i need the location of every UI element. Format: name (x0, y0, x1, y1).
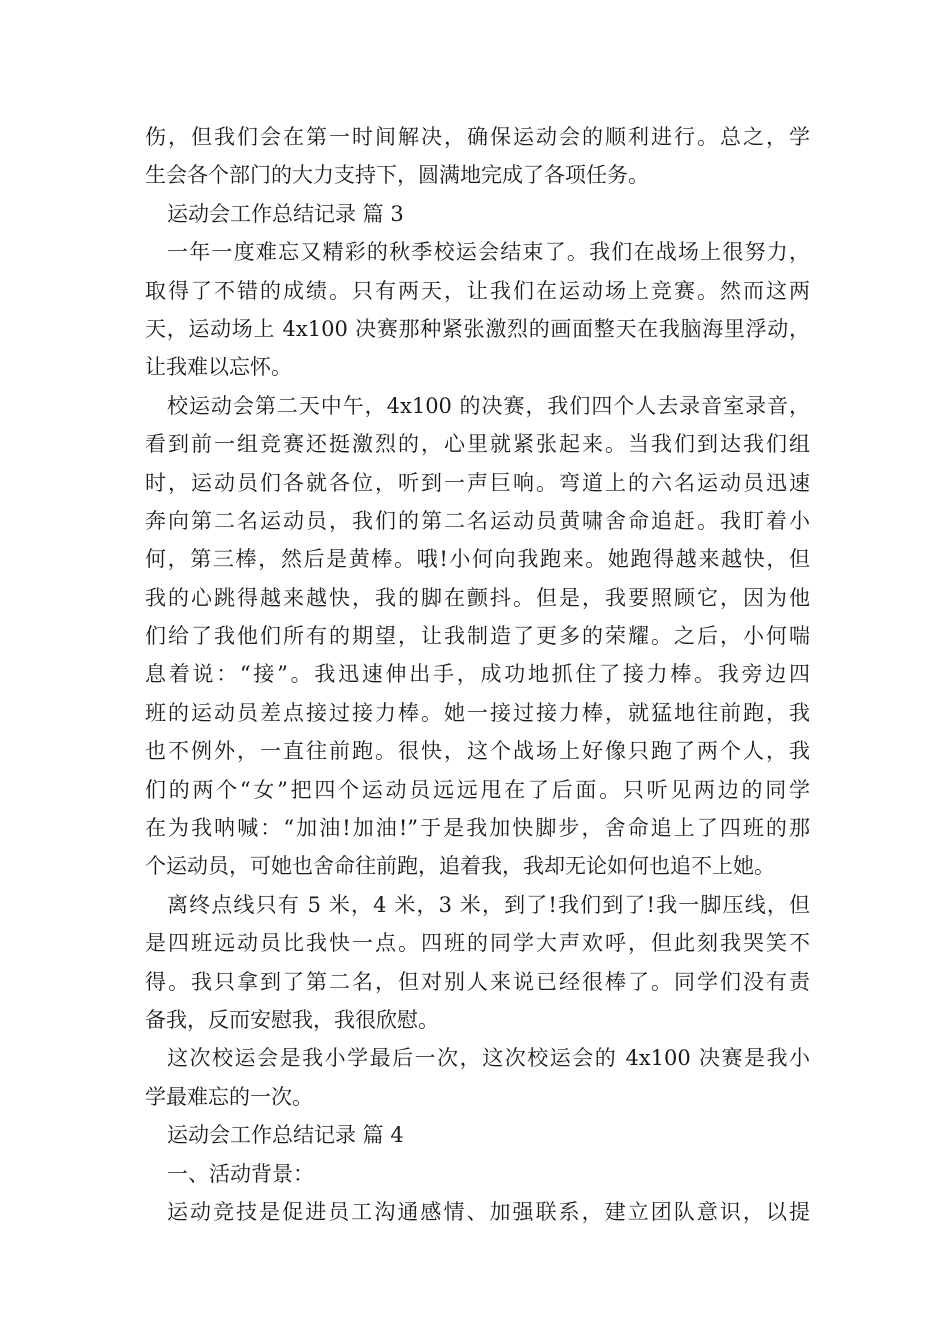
text-line: 伤，但我们会在第一时间解决，确保运动会的顺利进行。总之，学 (145, 125, 810, 149)
text-line: 时，运动员们各就各位，听到一声巨响。弯道上的六名运动员迅速 (145, 470, 810, 495)
text-line: 奔向第二名运动员，我们的第二名运动员黄啸舍命追赶。我盯着小 (145, 508, 810, 533)
text-line: 学最难忘的一次。 (145, 1084, 313, 1109)
text-line: 一年一度难忘又精彩的秋季校运会结束了。我们在战场上很努力， (167, 240, 810, 265)
text-line: 运动会工作总结记录 篇 4 (167, 1123, 404, 1148)
text-line: 运动竞技是促进员工沟通感情、加强联系，建立团队意识，以提 (167, 1199, 810, 1224)
text-line: 得。我只拿到了第二名，但对别人来说已经很棒了。同学们没有责 (145, 969, 810, 994)
text-line: 何，第三棒，然后是黄棒。哦!小何向我跑来。她跑得越来越快，但 (145, 547, 810, 572)
para-intro (145, 233, 810, 387)
text-line: 们给了我他们所有的期望，让我制造了更多的荣耀。之后，小何喘 (145, 624, 810, 649)
text-line: 一、活动背景： (167, 1161, 314, 1186)
para-conclusion (145, 1039, 810, 1116)
text-line: 在为我呐喊：“加油!加油!”于是我加快脚步，舍命追上了四班的那 (145, 816, 810, 841)
heading-section-4 (145, 1116, 810, 1154)
text-line: 校运动会第二天中午，4x100 的决赛，我们四个人去录音室录音， (167, 393, 810, 418)
text-line: 个运动员，可她也舍命往前跑，追着我，我却无论如何也追不上她。 (145, 854, 775, 879)
text-line: 天，运动场上 4x100 决赛那种紧张激烈的画面整天在我脑海里浮动， (145, 316, 810, 341)
heading-section-3 (145, 195, 810, 233)
text-line: 们的两个“女”把四个运动员远远甩在了后面。只听见两边的同学 (145, 777, 810, 802)
subheading-background (145, 1155, 810, 1193)
para-background (145, 1193, 810, 1231)
text-line: 备我，反而安慰我，我很欣慰。 (145, 1007, 439, 1032)
text-line: 息着说：“接”。我迅速伸出手，成功地抓住了接力棒。我旁边四 (145, 662, 810, 687)
document-page (145, 118, 810, 1231)
text-line: 生会各个部门的大力支持下，圆满地完成了各项任务。 (145, 163, 649, 188)
text-line: 取得了不错的成绩。只有两天，让我们在运动场上竞赛。然而这两 (145, 278, 810, 303)
text-line: 这次校运会是我小学最后一次，这次校运会的 4x100 决赛是我小 (167, 1046, 810, 1071)
para-race (145, 387, 810, 886)
para-continued (145, 118, 810, 195)
text-line: 离终点线只有 5 米，4 米，3 米，到了!我们到了!我一脚压线，但 (167, 892, 810, 917)
text-line: 看到前一组竞赛还挺激烈的，心里就紧张起来。当我们到达我们组 (145, 432, 810, 457)
text-line: 班的运动员差点接过接力棒。她一接过接力棒，就猛地往前跑，我 (145, 700, 810, 725)
text-line: 让我难以忘怀。 (145, 355, 292, 380)
text-line: 我的心跳得越来越快，我的脚在颤抖。但是，我要照顾它，因为他 (145, 585, 810, 610)
para-finish (145, 886, 810, 1040)
text-line: 运动会工作总结记录 篇 3 (167, 201, 404, 226)
text-line: 也不例外，一直往前跑。很快，这个战场上好像只跑了两个人，我 (145, 739, 810, 764)
text-line: 是四班远动员比我快一点。四班的同学大声欢呼，但此刻我哭笑不 (145, 931, 810, 956)
